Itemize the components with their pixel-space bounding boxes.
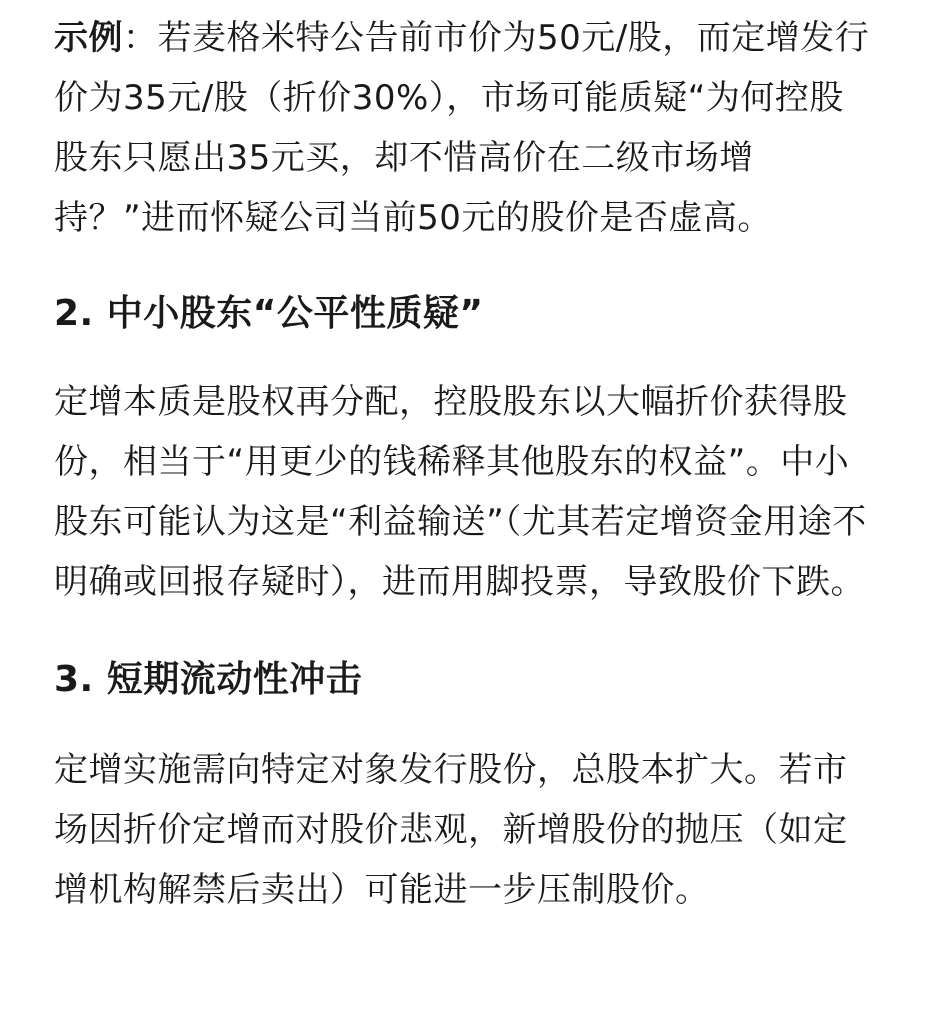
section-3-heading: 3. 短期流动性冲击 [54,659,363,700]
section-2-heading: 2. 中小股东“公平性质疑” [54,293,484,334]
example-label: 示例 [54,18,123,58]
section-2-paragraph: 定增本质是股权再分配，控股股东以大幅折价获得股份，相当于“用更少的钱稀释其他股东的权益”。中小股东可能认为这是“利益输送”（尤其若定增资金用途不明确或回报存疑时），进而用脚投票，导致股价下跌。 [54,382,867,602]
example-separator: ： [123,18,158,58]
example-text: 若麦格米特公告前市价为50元/股，而定增发行价为35元/股（折价30%），市场可能质疑“为何控股股东只愿出35元买，却不惜高价在二级市场增持？”进而怀疑公司当前50元的股价是否虚高。 [54,18,870,238]
example-paragraph [54,8,874,248]
article-content [54,8,874,920]
section-3-paragraph: 定增实施需向特定对象发行股份，总股本扩大。若市场因折价定增而对股价悲观，新增股份的抛压（如定增机构解禁后卖出）可能进一步压制股价。 [54,750,848,910]
